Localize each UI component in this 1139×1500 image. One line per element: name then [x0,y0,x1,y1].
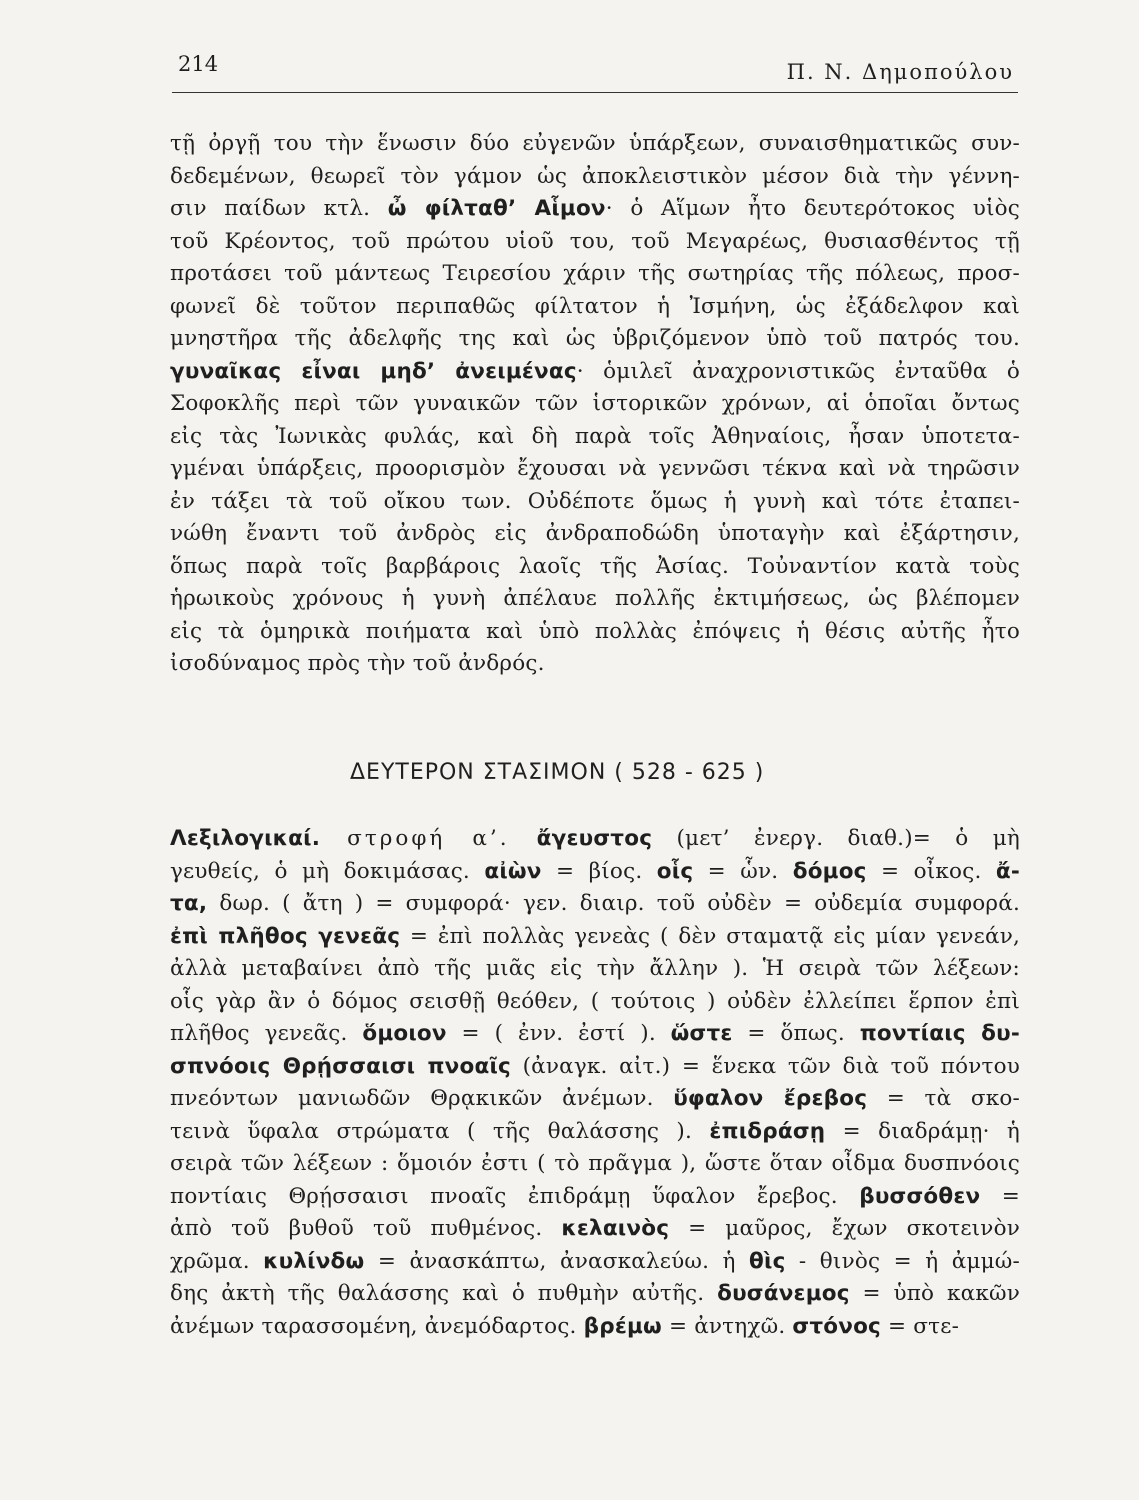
text-run: = τὰ σκο- [867,1086,1020,1111]
text-run: = ὧν. [693,858,793,884]
bold-term: βρέμω [583,1313,662,1339]
text-run: = διαδράμῃ· ἡ [825,1118,1020,1144]
text-line [170,518,1020,551]
text-run: = ἀντηχῶ. [661,1313,793,1339]
text-run: τεινὰ ὕφαλα στρώματα ( τῆς θαλάσσης ). [170,1118,710,1144]
text-line [170,226,1020,259]
bold-term: γυναῖκας εἶναι μηδ’ ἀνειμένας [170,358,577,384]
text-run: = [980,1183,1020,1209]
text-run: πλῆθος γενεᾶς. [170,1021,363,1046]
text-line [170,421,1020,454]
bold-term: τα, [170,891,208,916]
bold-term: κελαινὸς [561,1216,670,1241]
bold-term: αἰὼν [484,858,542,884]
text-line [170,128,1020,161]
text-run: σειρὰ τῶν λέξεων : ὅμοιόν ἐστι ( τὸ πρᾶγμα ), ὥστε ὅταν οἶδμα δυσπνόοις [170,1151,1020,1176]
bold-term: δυσάνεμος [717,1281,850,1306]
bold-term: δόμος [792,858,867,884]
text-run: = ἐπὶ πολλὰς γενεὰς ( δὲν σταματᾷ εἰς μίαν γενεάν, [400,923,1020,949]
bold-term: ἐπὶ πλῆθος γενεᾶς [170,923,401,949]
text-line [170,888,1020,921]
bold-term: ποντίαις δυ- [859,1021,1020,1046]
text-run: (ἀναγκ. αἰτ.) = ἕνεκα τῶν διὰ τοῦ πόντου [510,1053,1020,1079]
bold-term: κυλίνδω [263,1248,365,1274]
bold-term: ὕφαλον ἔρεβος [673,1086,868,1111]
text-run: νώθη ἔναντι τοῦ ἀνδρὸς εἰς ἀνδραποδώδη ὑποταγὴν καὶ ἐξάρτησιν, [170,521,1020,546]
text-run: γμέναι ὑπάρξεις, προορισμὸν ἔχουσαι νὰ γεννῶσι τέκνα καὶ νὰ τηρῶσιν [170,456,1020,481]
text-run: προτάσει τοῦ μάντεως Τειρεσίου χάριν τῆς σωτηρίας τῆς πόλεως, προσ- [170,261,1020,286]
text-run: εἰς τὰ ὁμηρικὰ ποιήματα καὶ ὑπὸ πολλὰς ἐπόψεις ἡ θέσις αὐτῆς ἦτο [170,618,1020,644]
text-run: ἡρωικοὺς χρόνους ἡ γυνὴ ἀπέλαυε πολλῆς ἐκτιμήσεως, ὡς βλέπομεν [170,586,1020,611]
bold-term: ἄγευστος [536,826,653,851]
text-run: ὅπως παρὰ τοῖς βαρβάροις λαοῖς τῆς Ἀσίας. Τοὐναντίον κατὰ τοὺς [170,553,1020,579]
text-line [170,616,1020,649]
bold-term: ὅμοιον [362,1021,447,1046]
text-run: εἰς τὰς Ἰωνικὰς φυλάς, καὶ δὴ παρὰ τοῖς Ἀθηναίοις, ἦσαν ὑποτετα- [170,423,1020,449]
bold-term: σπνόοις Θρῄσσαισι πνοαῖς [170,1053,511,1079]
text-run: στροφή α’. [320,826,537,851]
text-run: = ( ἐνν. ἐστί ). [446,1021,671,1046]
bold-term: Λεξιλογικαί. [170,826,321,851]
text-run: = οἶκος. [866,858,996,884]
text-run: πνεόντων μανιωδῶν Θρᾳκικῶν ἀνέμων. [170,1086,674,1111]
text-run: Σοφοκλῆς περὶ τῶν γυναικῶν τῶν ἱστορικῶν χρόνων, αἱ ὁποῖαι ὄντως [170,391,1020,416]
text-line [170,856,1020,889]
text-run: δωρ. ( ἄτη ) = συμφορά· γεν. διαιρ. τοῦ οὐδὲν = οὐδεμία συμφορά. [207,891,1020,916]
text-run: ἐν τάξει τὰ τοῦ οἴκου των. Οὐδέποτε ὅμως ἡ γυνὴ καὶ τότε ἐταπει- [170,488,1020,514]
text-run: μνηστῆρα τῆς ἀδελφῆς της καὶ ὡς ὑβριζόμενον ὑπὸ τοῦ πατρός του. [170,326,1020,351]
text-run: δης ἀκτὴ τῆς θαλάσσης καὶ ὁ πυθμὴν αὐτῆς. [170,1281,718,1306]
text-run: = ἀνασκάπτω, ἀνασκαλεύω. ἡ [364,1248,750,1274]
text-line [170,551,1020,584]
text-run: χρῶμα. [170,1248,264,1274]
text-line [170,1051,1020,1084]
text-line [170,953,1020,986]
text-run: σιν παίδων κτλ. [170,196,388,221]
text-line [170,193,1020,226]
text-run: - θινὸς = ἡ ἀμμώ- [785,1248,1020,1274]
text-line [170,583,1020,616]
text-line [170,1116,1020,1149]
text-line [170,986,1020,1019]
text-line [170,1148,1020,1181]
text-line [170,453,1020,486]
text-line [170,1181,1020,1214]
text-line [170,1311,1020,1344]
text-line [170,356,1020,389]
text-run: = ὅπως. [732,1021,860,1046]
text-run: · ὁ Αἵμων ἦτο δευτερότοκος υἱὸς [605,196,1020,221]
text-run: = μαῦρος, ἔχων σκοτεινὸν [669,1216,1020,1241]
text-run: δεδεμένων, θεωρεῖ τὸν γάμον ὡς ἀποκλειστικὸν μέσον διὰ τὴν γέννη- [170,163,1020,189]
text-run: (μετ’ ἐνεργ. διαθ.)= ὁ μὴ [652,826,1020,851]
text-line [170,291,1020,324]
text-run: οἷς γὰρ ἂν ὁ δόμος σεισθῇ θεόθεν, ( τούτοις ) οὐδὲν ἐλλείπει ἕρπον ἐπὶ [170,988,1020,1014]
bold-term: ὥστε [670,1021,733,1046]
text-line [170,1213,1020,1246]
text-run: · ὁμιλεῖ ἀναχρονιστικῶς ἐνταῦθα ὁ [576,358,1020,384]
text-line [170,323,1020,356]
text-run: φωνεῖ δὲ τοῦτον περιπαθῶς φίλτατον ἡ Ἰσμήνη, ὡς ἐξάδελφον καὶ [170,293,1020,319]
text-run: τοῦ Κρέοντος, τοῦ πρώτου υἱοῦ του, τοῦ Μεγαρέως, θυσιασθέντος τῇ [170,228,1020,254]
text-line [170,648,1020,681]
text-line [170,161,1020,194]
running-head-author: Π. Ν. Δημοπούλου [786,60,1014,84]
text-line [170,1246,1020,1279]
bold-term: οἷς [656,858,694,884]
bold-term: ἐπιδράσῃ [709,1118,826,1144]
commentary-paragraph [170,128,1020,681]
text-run: τῇ ὀργῇ του τὴν ἕνωσιν δύο εὐγενῶν ὑπάρξεων, συναισθηματικῶς συν- [170,131,1020,156]
text-line [170,258,1020,291]
text-line [170,1018,1020,1051]
text-run: ἀνέμων ταρασσομένη, ἀνεμόδαρτος. [170,1313,584,1339]
text-line [170,1278,1020,1311]
text-line [170,823,1020,856]
bold-term: ὦ φίλταθ’ Αἷμον [387,196,606,221]
bold-term: ἄ- [995,858,1020,884]
text-run: ποντίαις Θρῄσσαισι πνοαῖς ἐπιδράμῃ ὕφαλον ἔρεβος. [170,1183,860,1209]
text-line [170,921,1020,954]
text-run: ἀπὸ τοῦ βυθοῦ τοῦ πυθμένος. [170,1216,562,1241]
page-header [172,46,1018,93]
section-heading: ΔΕΥΤΕΡΟΝ ΣΤΑΣΙΜΟΝ ( 528 - 625 ) [350,760,765,785]
vocabulary-paragraph [170,823,1020,1343]
text-run: = ὑπὸ κακῶν [849,1281,1020,1306]
text-line [170,388,1020,421]
text-run: = βίος. [541,858,657,884]
page-number: 214 [178,52,219,76]
text-line [170,486,1020,519]
text-run: ἀλλὰ μεταβαίνει ἀπὸ τῆς μιᾶς εἰς τὴν ἄλλην ). Ἡ σειρὰ τῶν λέξεων: [170,956,1020,981]
text-run: = στε- [881,1313,960,1339]
text-run: γευθείς, ὁ μὴ δοκιμάσας. [170,858,485,884]
bold-term: στόνος [792,1313,881,1339]
text-run: ἰσοδύναμος πρὸς τὴν τοῦ ἀνδρός. [170,651,545,676]
bold-term: θὶς [749,1248,786,1274]
text-line [170,1083,1020,1116]
bold-term: βυσσόθεν [859,1183,981,1209]
